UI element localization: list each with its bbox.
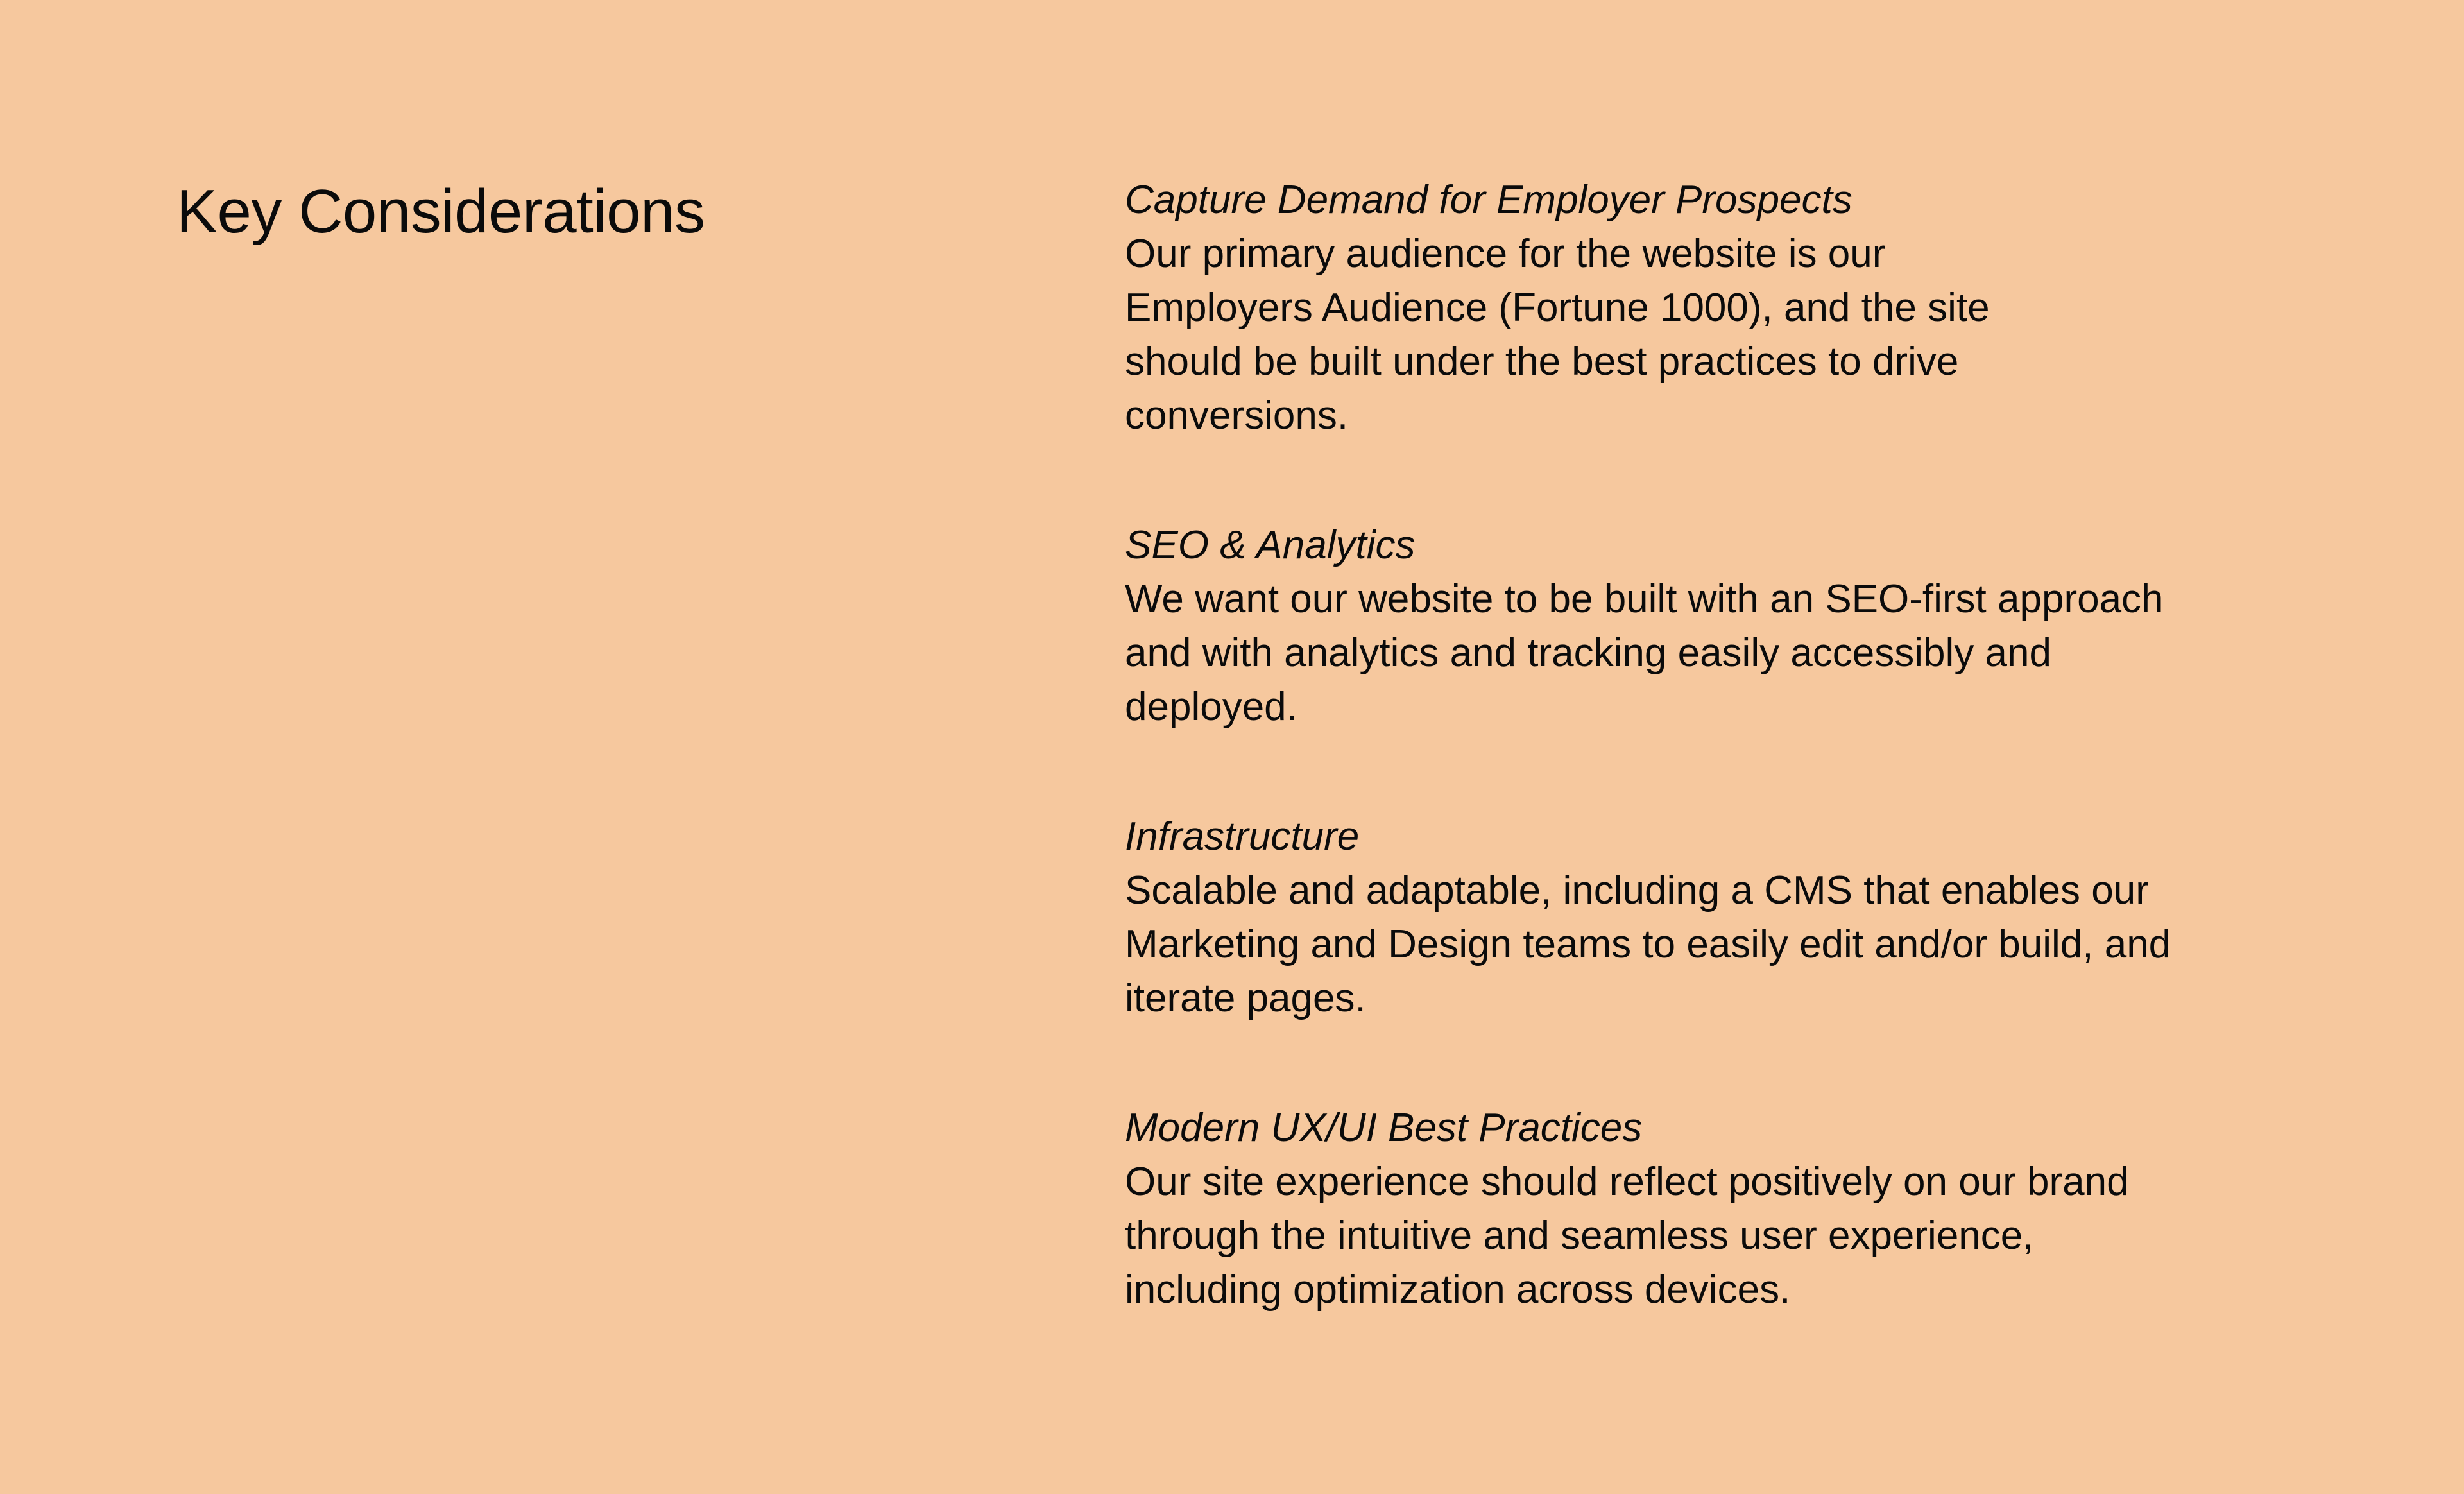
body-line: Our primary audience for the website is our bbox=[1125, 232, 1886, 276]
body-line: Scalable and adaptable, including a CMS that enables our bbox=[1125, 868, 2149, 913]
consideration-heading: Infrastructure bbox=[1125, 814, 1360, 859]
body-line: through the intuitive and seamless user experience, bbox=[1125, 1214, 2034, 1258]
slide-title: Key Considerations bbox=[176, 177, 705, 246]
body-line: Employers Audience (Fortune 1000), and the site bbox=[1125, 286, 1990, 330]
considerations-list bbox=[1125, 173, 2241, 1317]
consideration-seo-analytics bbox=[1125, 519, 2241, 734]
consideration-ux-ui bbox=[1125, 1101, 2241, 1317]
consideration-infrastructure bbox=[1125, 810, 2241, 1026]
body-line: conversions. bbox=[1125, 393, 1349, 438]
body-line: iterate pages. bbox=[1125, 976, 1366, 1020]
consideration-employer-prospects bbox=[1125, 173, 2241, 443]
body-line: We want our website to be built with an SEO-first approach bbox=[1125, 577, 2164, 621]
consideration-body bbox=[1125, 864, 2241, 1026]
consideration-heading: Capture Demand for Employer Prospects bbox=[1125, 178, 1852, 222]
consideration-body bbox=[1125, 1155, 2241, 1317]
body-line: should be built under the best practices to drive bbox=[1125, 339, 1959, 384]
body-line: including optimization across devices. bbox=[1125, 1267, 1791, 1312]
consideration-heading: Modern UX/UI Best Practices bbox=[1125, 1106, 1643, 1150]
consideration-body bbox=[1125, 572, 2241, 734]
consideration-heading: SEO & Analytics bbox=[1125, 523, 1416, 567]
body-line: and with analytics and tracking easily accessibly and bbox=[1125, 631, 2051, 675]
body-line: Our site experience should reflect positively on our brand bbox=[1125, 1160, 2129, 1204]
body-line: Marketing and Design teams to easily edit and/or build, and bbox=[1125, 922, 2171, 966]
consideration-body bbox=[1125, 227, 2241, 443]
body-line: deployed. bbox=[1125, 685, 1297, 729]
